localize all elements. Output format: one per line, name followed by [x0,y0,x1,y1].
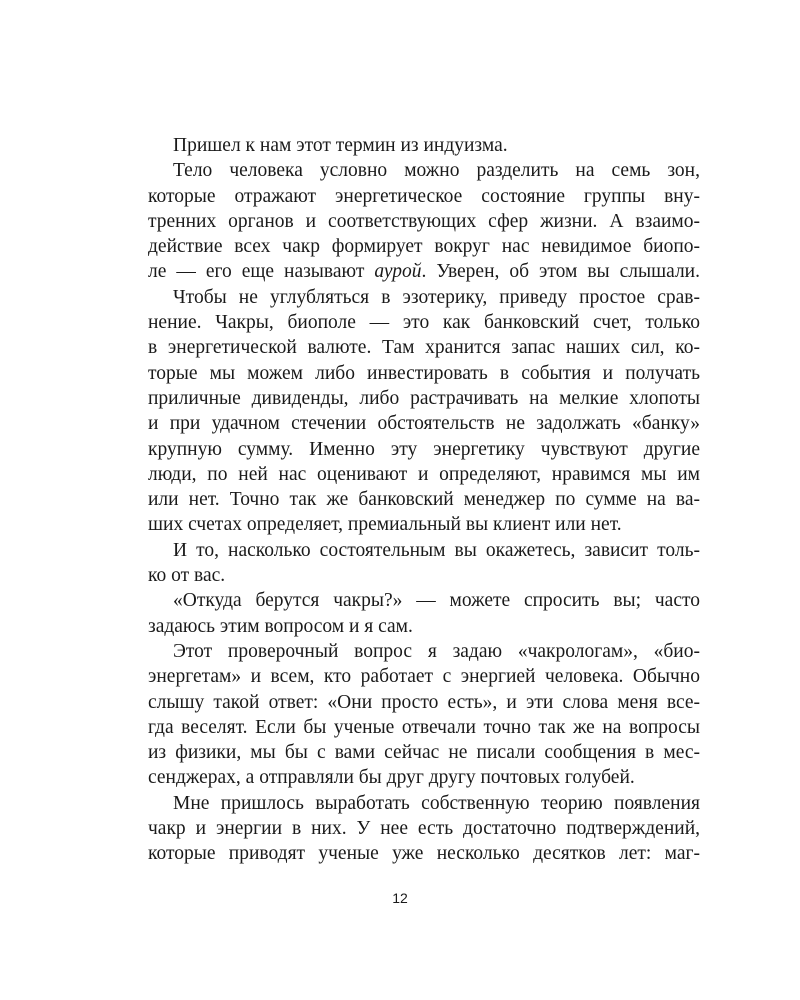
text-line: приличные дивиденды, либо растрачивать на мелкие хлопоты [148,387,700,409]
text-run: . Уверен, об этом вы слышали. [421,261,700,283]
text-line: нение. Чакры, биополе — это как банковский счет, только [148,312,700,334]
text-line: И то, насколько состоятельным вы окажетесь, зависит толь- [173,539,700,561]
text-run: ле — его еще называют [148,261,375,283]
page-number: 12 [392,890,408,906]
text-line: слышу такой ответ: «Они просто есть», и эти слова меня все- [148,691,700,713]
text-line: ших счетах определяет, премиальный вы клиент или нет. [148,514,622,536]
text-line: чакр и энергии в них. У нее есть достаточно подтверждений, [148,818,700,840]
text-line: Мне пришлось выработать собственную теорию появления [173,792,700,814]
text-line: которые отражают энергетическое состояние группы вну- [148,185,700,207]
text-line: Тело человека условно можно разделить на семь зон, [173,160,700,182]
text-line: торые мы можем либо инвестировать в события и получать [148,362,700,384]
text-line: гда веселят. Если бы ученые отвечали точно так же на вопросы [148,716,700,738]
text-line: «Откуда берутся чакры?» — можете спросить вы; часто [173,590,700,612]
text-line: и при удачном стечении обстоятельств не задолжать «банку» [148,413,700,435]
text-line: которые приводят ученые уже несколько десятков лет: маг- [148,843,700,865]
text-line: крупную сумму. Именно эту энергетику чувствуют другие [148,438,700,460]
text-line: люди, по ней нас оценивают и определяют, нравимся мы им [148,463,700,485]
text-line [148,259,700,284]
text-line: тренних органов и соответствующих сфер жизни. А взаимо- [148,210,700,232]
body-text [148,133,700,867]
text-line: Этот проверочный вопрос я задаю «чакрологам», «био- [173,640,700,662]
text-line: сенджерах, а отправляли бы друг другу почтовых голубей. [148,767,635,789]
text-line: из физики, мы бы с вами сейчас не писали сообщения в мес- [148,742,700,764]
text-line: ко от вас. [148,565,226,587]
text-line: задаюсь этим вопросом и я сам. [148,615,413,637]
text-line: действие всех чакр формирует вокруг нас невидимое биопо- [148,236,700,258]
text-line: Чтобы не углубляться в эзотерику, приведу простое срав- [173,286,700,308]
text-line: или нет. Точно так же банковский менеджер по сумме на ва- [148,489,700,511]
text-line: Пришел к нам этот термин из индуизма. [173,135,508,156]
italic-term: аурой [374,261,422,283]
text-line: в энергетической валюте. Там хранится запас наших сил, ко- [148,337,700,359]
text-line: энергетам» и всем, кто работает с энергией человека. Обычно [148,666,700,688]
